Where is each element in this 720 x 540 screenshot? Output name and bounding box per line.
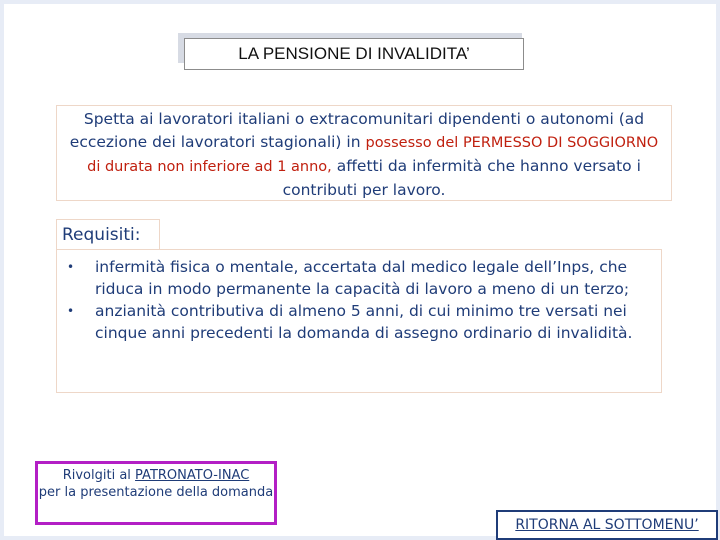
requisiti-list xyxy=(57,250,661,344)
requisiti-label: Requisiti: xyxy=(56,219,160,251)
requisiti-box xyxy=(56,249,662,393)
intro-text-part1: Spetta ai lavoratori italiani o extracomunitari dipendenti o autonomi (ad eccezione dei lavoratori stagionali) in xyxy=(69,110,645,151)
page-title: LA PENSIONE DI INVALIDITA’ xyxy=(184,38,524,70)
bullet-icon: • xyxy=(67,304,75,318)
patronato-link[interactable]: PATRONATO-INAC xyxy=(135,468,250,483)
requisito-text: anzianità contributiva di almeno 5 anni, di cui minimo tre versati nei cinque anni precedenti la domanda di assegno ordinario di invalidità. xyxy=(95,302,633,342)
intro-text-permesso: possesso del PERMESSO DI SOGGIORNO di durata non inferiore ad 1 anno, xyxy=(87,135,659,175)
ritorna-sottomenu-button[interactable]: RITORNA AL SOTTOMENU’ xyxy=(496,510,718,540)
bullet-icon: • xyxy=(67,260,75,274)
list-item xyxy=(57,300,645,344)
intro-box xyxy=(56,105,672,201)
intro-text-part3: affetti da infermità che hanno versato i contributi per lavoro. xyxy=(282,157,641,199)
list-item xyxy=(57,256,645,300)
requisito-text: infermità fisica o mentale, accertata dal medico legale dell’Inps, che riduca in modo permanente la capacità di lavoro a meno di un terzo; xyxy=(95,258,630,298)
patronato-box xyxy=(35,461,277,525)
patronato-suffix: per la presentazione della domanda xyxy=(38,485,274,500)
patronato-prefix: Rivolgiti al xyxy=(62,468,136,483)
